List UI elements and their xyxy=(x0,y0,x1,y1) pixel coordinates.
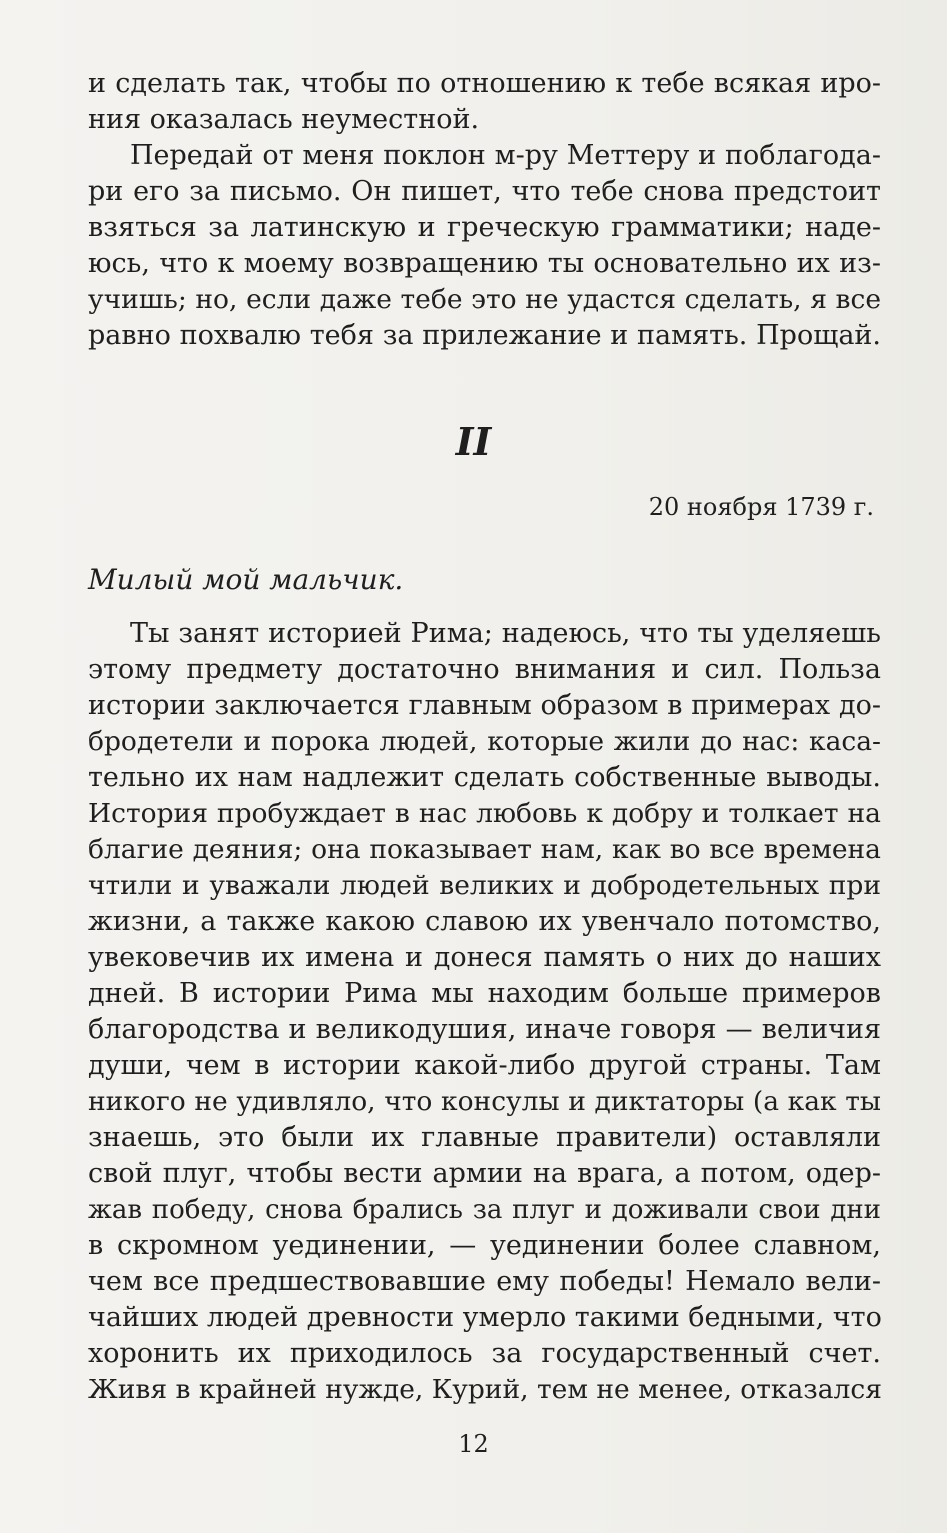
text-line: хоронить их приходилось за государственный счет. xyxy=(88,1338,881,1369)
text-line: благие деяния; она показывает нам, как во все времена xyxy=(88,834,881,865)
text-line: свой плуг, чтобы вести армии на врага, а потом, одер- xyxy=(88,1158,881,1189)
text-line: тельно их нам надлежит сделать собственные выводы. xyxy=(88,762,881,793)
text-line: взяться за латинскую и греческую грамматики; наде- xyxy=(88,212,881,243)
text-line: чтили и уважали людей великих и добродетельных при xyxy=(88,870,881,901)
text-line: ния оказалась неуместной. xyxy=(88,104,480,135)
text-line: дней. В истории Рима мы находим больше примеров xyxy=(88,978,881,1009)
text-line: знаешь, это были их главные правители) оставляли xyxy=(88,1122,881,1153)
text-line: Передай от меня поклон м-ру Меттеру и поблагода- xyxy=(130,140,881,171)
page-number: 12 xyxy=(458,1430,489,1458)
text-line: этому предмету достаточно внимания и сил. Польза xyxy=(88,654,881,685)
text-line: Живя в крайней нужде, Курий, тем не менее, отказался xyxy=(88,1374,882,1405)
text-line: равно похвалю тебя за прилежание и память. Прощай. xyxy=(88,320,881,351)
bleed-through-shade xyxy=(100,372,880,408)
text-line: никого не удивляло, что консулы и диктаторы (а как ты xyxy=(88,1086,881,1117)
chapter-number: II xyxy=(455,419,492,464)
letter-date: 20 ноября 1739 г. xyxy=(648,493,874,521)
text-line: бродетели и порока людей, которые жили до нас: каса- xyxy=(88,726,881,757)
text-line: души, чем в истории какой-либо другой страны. Там xyxy=(88,1050,881,1081)
text-line: истории заключается главным образом в примерах до- xyxy=(88,690,881,721)
text-line: ри его за письмо. Он пишет, что тебе снова предстоит xyxy=(88,176,881,207)
text-line: в скромном уединении, — уединении более славном, xyxy=(88,1230,881,1261)
text-line: учишь; но, если даже тебе это не удастся сделать, я все xyxy=(88,284,881,315)
text-line: жизни, а также какою славою их увенчало потомство, xyxy=(88,906,881,937)
text-line: чайших людей древности умерло такими бедными, что xyxy=(88,1302,882,1333)
text-line: благородства и великодушия, иначе говоря — величия xyxy=(88,1014,881,1045)
text-line: История пробуждает в нас любовь к добру и толкает на xyxy=(88,798,881,829)
text-line: жав победу, снова брались за плуг и доживали свои дни xyxy=(88,1195,881,1225)
text-line: и сделать так, чтобы по отношению к тебе всякая иро- xyxy=(88,68,881,99)
letter-salutation: Милый мой мальчик. xyxy=(88,563,404,596)
text-line: чем все предшествовавшие ему победы! Немало вели- xyxy=(88,1266,881,1297)
text-line: юсь, что к моему возвращению ты основательно их из- xyxy=(88,248,881,279)
text-line: Ты занят историей Рима; надеюсь, что ты уделяешь xyxy=(130,618,881,649)
text-line: увековечив их имена и донеся память о них до наших xyxy=(88,942,881,973)
